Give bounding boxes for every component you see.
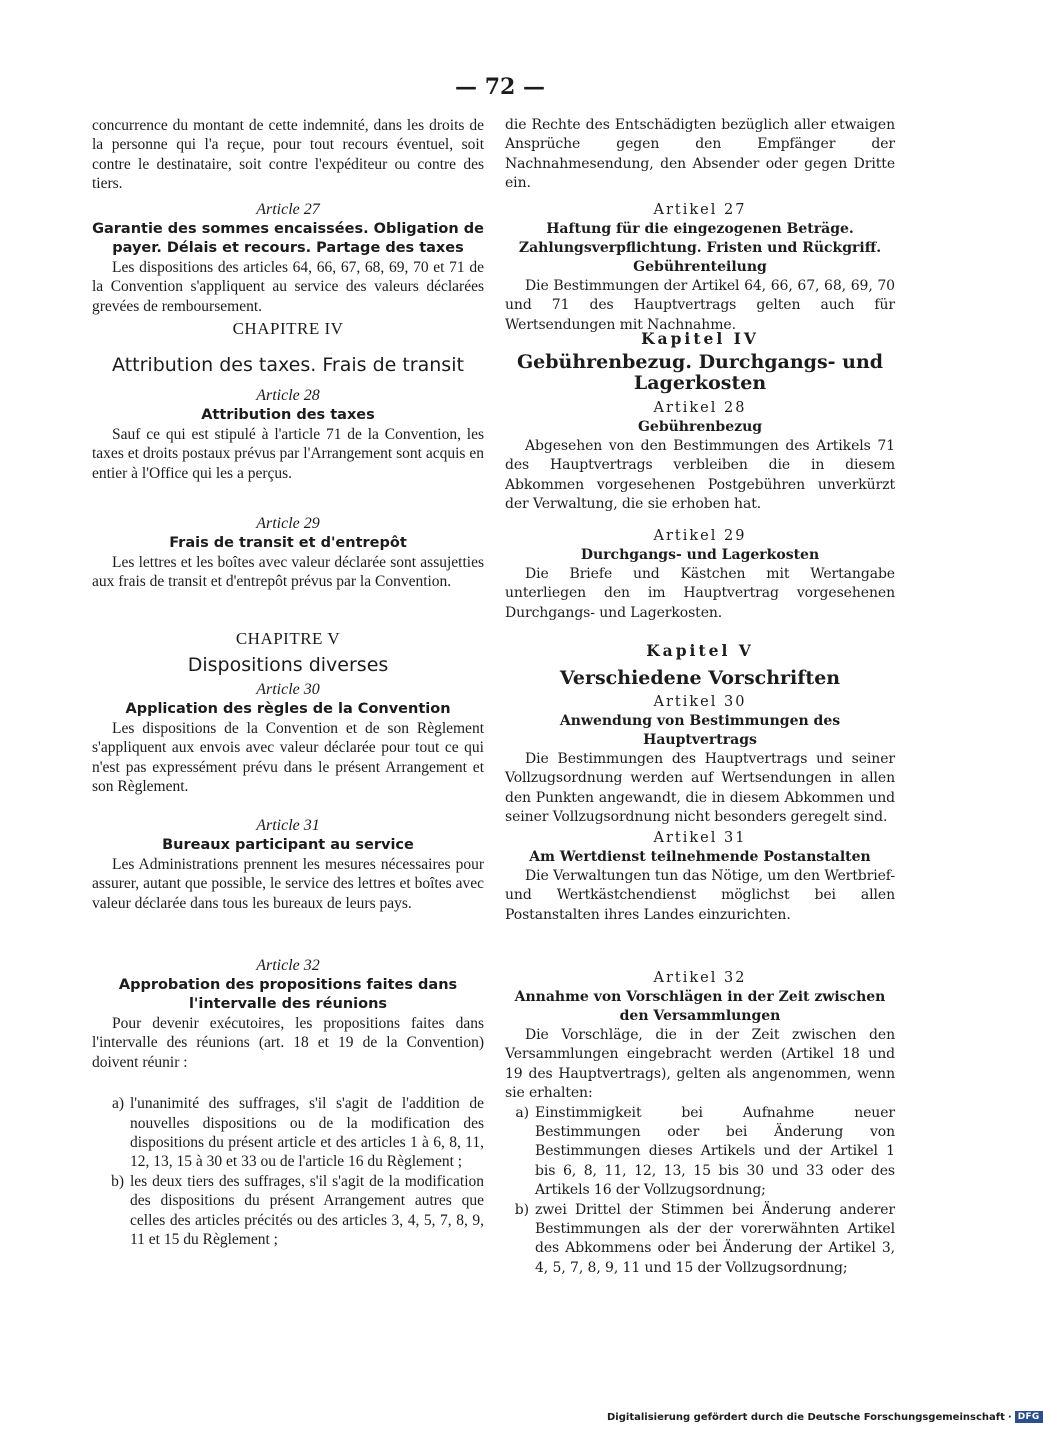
fr-article-32-title: Approbation des propositions faites dans l'intervalle des réunions — [118, 977, 458, 1012]
de-article-30-text: Die Bestimmungen des Hauptvertrags und seiner Vollzugsordnung werden auf Wertsendungen in allen den Punkten angewandt, die in diesem Abkommen und seiner Vollzugsordnung nicht besonders geregelt sind. — [505, 751, 895, 826]
fr-article-29-title: Frais de transit et d'entrepôt — [169, 535, 407, 551]
de-article-28 — [505, 398, 895, 516]
de-article-28-title: Gebührenbezug — [637, 419, 763, 435]
fr-article-29 — [92, 514, 484, 612]
de-item-b-text: zwei Drittel der Stimmen bei Änderung anderer Bestimmungen als der der vorerwähnten Artikel des Abkommens oder bei Änderung der Artikel 3, 4, 5, 7, 8, 9, 11 und 15 der Vollzugsordnung; — [535, 1201, 895, 1276]
fr-article-32-item-a — [92, 1094, 484, 1172]
footer-text: Digitalisierung gefördert durch die Deutsche Forschungsgemeinschaft — [607, 1411, 1005, 1423]
fr-article-32-item-b — [92, 1172, 484, 1250]
de-article-27-text: Die Bestimmungen der Artikel 64, 66, 67, 68, 69, 70 und 71 des Hauptvertrags gelten auch für Wertsendungen mit Nachnahme. — [505, 278, 895, 333]
de-article-32 — [505, 968, 895, 1278]
fr-item-b-label: b) — [111, 1172, 124, 1190]
fr-chapter-4 — [92, 318, 484, 378]
de-chapter-5-label: Kapitel V — [646, 641, 754, 660]
fr-chapter-5-label: CHAPITRE V — [235, 629, 341, 648]
de-article-31-title: Am Wertdienst teilnehmende Postanstalten — [529, 849, 871, 865]
de-article-28-label: Artikel 28 — [653, 400, 747, 416]
de-article-31-label: Artikel 31 — [653, 830, 747, 846]
de-chapter-5 — [505, 640, 895, 692]
de-article-27-title: Haftung für die eingezogenen Beträge. Zahlungsverpflichtung. Fristen und Rückgriff. Gebührenteilung — [518, 221, 882, 275]
de-article-32-title: Annahme von Vorschlägen in der Zeit zwischen den Versammlungen — [514, 989, 886, 1024]
fr-item-b-text: les deux tiers des suffrages, s'il s'agit de la modification des dispositions du présent Arrangement autres que celles des articles précités ou des articles 3, 4, 5, 7, 8, 9, 11 et 15 du Règlement ; — [130, 1172, 484, 1249]
fr-article-30-title: Application des règles de la Convention — [125, 701, 451, 717]
de-article-27 — [505, 200, 895, 333]
de-article-29 — [505, 526, 895, 624]
fr-article-31-title: Bureaux participant au service — [162, 837, 414, 853]
fr-item-a-text: l'unanimité des suffrages, s'il s'agit de l'addition de nouvelles dispositions ou de la modification des dispositions du présent article et des articles 1 à 6, 8, 11, 12, 13, 15 à 30 et 33 ou de l'article 16 du Règlement ; — [130, 1095, 484, 1171]
fr-chapter-5 — [92, 628, 484, 680]
fr-article-30-label: Article 30 — [256, 681, 320, 698]
german-column — [505, 116, 895, 1278]
fr-article-30 — [92, 680, 484, 816]
de-article-31 — [505, 828, 895, 944]
de-article-32-item-a — [505, 1104, 895, 1201]
de-item-b-label: b) — [514, 1201, 529, 1218]
fr-article-28 — [92, 386, 484, 504]
de-article-32-label: Artikel 32 — [653, 970, 747, 986]
de-item-a-text: Einstimmigkeit bei Aufnahme neuer Bestimmungen oder bei Änderung von Bestimmungen dieses Artikels und der Artikel 1 bis 6, 8, 11, 12, 13, 15 bis 30 und 33 oder des Artikels 16 der Vollzugsordnung; — [535, 1104, 895, 1199]
de-article-27-label: Artikel 27 — [653, 202, 747, 218]
fr-chapter-5-title: Dispositions diverses — [187, 654, 389, 676]
fr-article-29-text: Les lettres et les boîtes avec valeur déclarée sont assujetties aux frais de transit et d'entrepôt prévus par la Convention. — [92, 554, 484, 591]
fr-article-31 — [92, 816, 484, 932]
fr-article-31-label: Article 31 — [256, 817, 320, 834]
fr-article-30-text: Les dispositions de la Convention et de son Règlement s'appliquent aux envois avec valeur déclarée pour tout ce qui n'est pas expressément prévu dans le présent Arrangement et son Règlement. — [92, 720, 484, 796]
page-number: — 72 — — [455, 74, 545, 100]
fr-article-27-text: Les dispositions des articles 64, 66, 67, 68, 69, 70 et 71 de la Convention s'appliquent au service des valeurs déclarées grevées de remboursement. — [92, 259, 484, 315]
fr-article-32-text: Pour devenir exécutoires, les propositions faites dans l'intervalle des réunions (art. 18 et 19 de la Convention) doivent réunir : — [92, 1015, 484, 1071]
fr-chapter-4-label: CHAPITRE IV — [232, 319, 344, 338]
de-article-31-text: Die Verwaltungen tun das Nötige, um den Wertbrief- und Wertkästchendienst möglichst bei allen Postanstalten ihres Landes einzurichten. — [505, 868, 895, 923]
fr-article-32-label: Article 32 — [256, 957, 320, 974]
de-chapter-4-title: Gebührenbezug. Durchgangs- und Lagerkosten — [516, 351, 884, 394]
footer-credit: Digitalisierung gefördert durch die Deutsche Forschungsgemeinschaft · DFG — [607, 1411, 987, 1423]
de-article-32-item-b — [505, 1201, 895, 1279]
de-chapter-4 — [505, 328, 895, 398]
fr-article-27-label: Article 27 — [256, 201, 320, 218]
fr-article-27-title: Garantie des sommes encaissées. Obligation de payer. Délais et recours. Partage des taxes — [92, 221, 484, 256]
fr-article-29-label: Article 29 — [256, 515, 320, 532]
de-article-28-text: Abgesehen von den Bestimmungen des Artikels 71 des Hauptvertrags verbleiben die in diesem Abkommen vorgesehenen Postgebühren unverkürzt der Verwaltung, die sie erhoben hat. — [505, 438, 895, 513]
de-article-29-title: Durchgangs- und Lagerkosten — [580, 547, 820, 563]
fr-item-a-label: a) — [111, 1095, 124, 1113]
de-article-30-title: Anwendung von Bestimmungen des Hauptvertrags — [559, 713, 841, 748]
fr-chapter-4-title: Attribution des taxes. Frais de transit — [112, 354, 464, 376]
dfg-logo-icon: DFG — [1015, 1411, 1043, 1423]
de-article-29-text: Die Briefe und Kästchen mit Wertangabe unterliegen den im Hauptvertrag vorgesehenen Durchgangs- und Lagerkosten. — [505, 566, 895, 621]
fr-article-31-text: Les Administrations prennent les mesures nécessaires pour assurer, autant que possible, le service des lettres et boîtes avec valeur déclarée dans tous les bureaux de leurs pays. — [92, 856, 484, 912]
de-chapter-5-title: Verschiedene Vorschriften — [559, 667, 841, 689]
de-item-a-label: a) — [515, 1104, 529, 1121]
de-article-30 — [505, 692, 895, 828]
de-article-30-label: Artikel 30 — [653, 694, 747, 710]
de-continuation-text: die Rechte des Entschädigten bezüglich aller etwaigen Ansprüche gegen den Empfänger der Nachnahmesendung, den Absender oder gegen Dritte ein. — [505, 117, 895, 192]
fr-article-28-label: Article 28 — [256, 387, 320, 404]
de-article-32-text: Die Vorschläge, die in der Zeit zwischen den Versammlungen eingebracht werden (Artikel 18 und 19 des Hauptvertrags), gelten als angenommen, wenn sie erhalten: — [505, 1027, 895, 1102]
fr-continuation-text: concurrence du montant de cette indemnité, dans les droits de la personne qui l'a reçue, pour tout recours éventuel, soit contre le destinataire, soit contre l'expéditeur ou contre des tiers. — [92, 117, 484, 193]
de-chapter-4-label: Kapitel IV — [641, 329, 759, 348]
fr-article-32 — [92, 956, 484, 1249]
de-article-29-label: Artikel 29 — [653, 528, 747, 544]
fr-article-28-text: Sauf ce qui est stipulé à l'article 71 de la Convention, les taxes et droits postaux prévus par l'Arrangement sont acquis en entier à l'Office qui les a perçus. — [92, 426, 484, 482]
fr-article-27 — [92, 200, 484, 315]
french-column — [92, 116, 484, 1249]
fr-article-28-title: Attribution des taxes — [201, 407, 375, 423]
